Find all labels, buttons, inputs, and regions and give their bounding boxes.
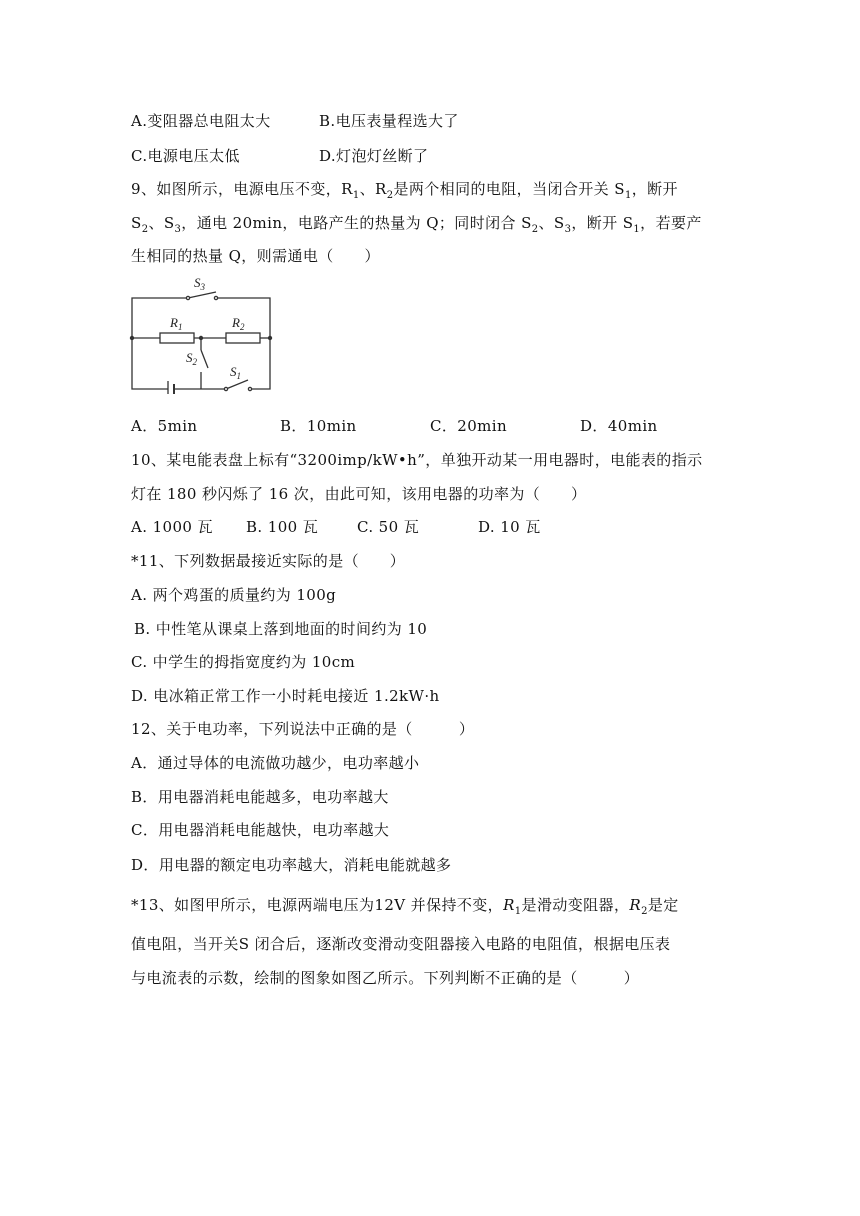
q13-stem-line-1: *13、如图甲所示，电源两端电压为12V 并保持不变，$R_1$是滑动变阻器，$R_2$是定 [131,896,679,917]
q10-option-c: C. 50 瓦 [357,518,420,536]
q10-option-b: B. 100 瓦 [246,518,319,536]
q12-option-b: B．用电器消耗电能越多，电功率越大 [131,788,389,806]
wire-top-left [132,298,188,338]
q10-option-a: A. 1000 瓦 [131,518,213,536]
q9-option-a: A．5min [131,417,198,435]
switch-s1 [226,380,248,389]
q9-stem-line-3: 生相同的热量 Q，则需通电（ ） [131,247,380,265]
wire-top-right [217,298,270,338]
label-r2: $R_2$ [232,315,245,332]
q8-option-c: C.电源电压太低 [131,147,240,165]
q9-option-b: B．10min [280,417,357,435]
q13-stem-line-2: 值电阻，当开关S 闭合后，逐渐改变滑动变阻器接入电路的电阻值，根据电压表 [131,935,671,953]
resistor-r2 [226,333,260,343]
q10-stem-line-2: 灯在 180 秒闪烁了 16 次，由此可知，该用电器的功率为（ ） [131,485,587,503]
switch-s2 [201,350,208,368]
q11-option-d: D. 电冰箱正常工作一小时耗电接近 1.2kW·h [131,687,440,705]
label-s1: $S_1$ [230,364,241,381]
q13-stem-line-3: 与电流表的示数，绘制的图象如图乙所示。下列判断不正确的是（ ） [131,969,640,987]
q10-option-d: D. 10 瓦 [478,518,541,536]
q11-option-a: A. 两个鸡蛋的质量约为 100g [131,586,337,604]
label-s3: $S_3$ [194,276,205,292]
q11-option-c: C. 中学生的拇指宽度约为 10cm [131,653,356,671]
q11-option-b: B. 中性笔从课桌上落到地面的时间约为 10 [134,620,428,638]
q12-option-a: A．通过导体的电流做功越少，电功率越小 [131,754,420,772]
q12-stem: 12、关于电功率，下列说法中正确的是（ ） [131,720,475,738]
q9-stem-line-2: $S_2$、$S_3$，通电 20min，电路产生的热量为 Q；同时闭合 $S_2$、$S_3$，断开 $S_1$，若要产 [131,214,702,235]
label-r1: $R_1$ [170,315,183,332]
q8-option-b: B.电压表量程选大了 [319,112,459,130]
q12-option-c: C．用电器消耗电能越快，电功率越大 [131,821,390,839]
q9-stem-line-1: 9、如图所示，电源电压不变，$R_1$、$R_2$是两个相同的电阻，当闭合开关 $S_1$，断开 [131,180,678,201]
label-s2: $S_2$ [186,350,197,367]
q9-option-c: C．20min [430,417,508,435]
q10-stem-line-1: 10、某电能表盘上标有“3200imp/kW•h”，单独开动某一用电器时，电能表的指示 [131,451,703,469]
q11-stem: *11、下列数据最接近实际的是（ ） [131,552,406,570]
q8-option-d: D.灯泡灯丝断了 [319,147,429,165]
q9-circuit-diagram [128,276,278,394]
q12-option-d: D．用电器的额定电功率越大，消耗电能就越多 [131,856,452,874]
q8-option-a: A.变阻器总电阻太大 [131,112,271,130]
switch-s3 [188,292,216,298]
resistor-r1 [160,333,194,343]
q9-option-d: D．40min [580,417,658,435]
